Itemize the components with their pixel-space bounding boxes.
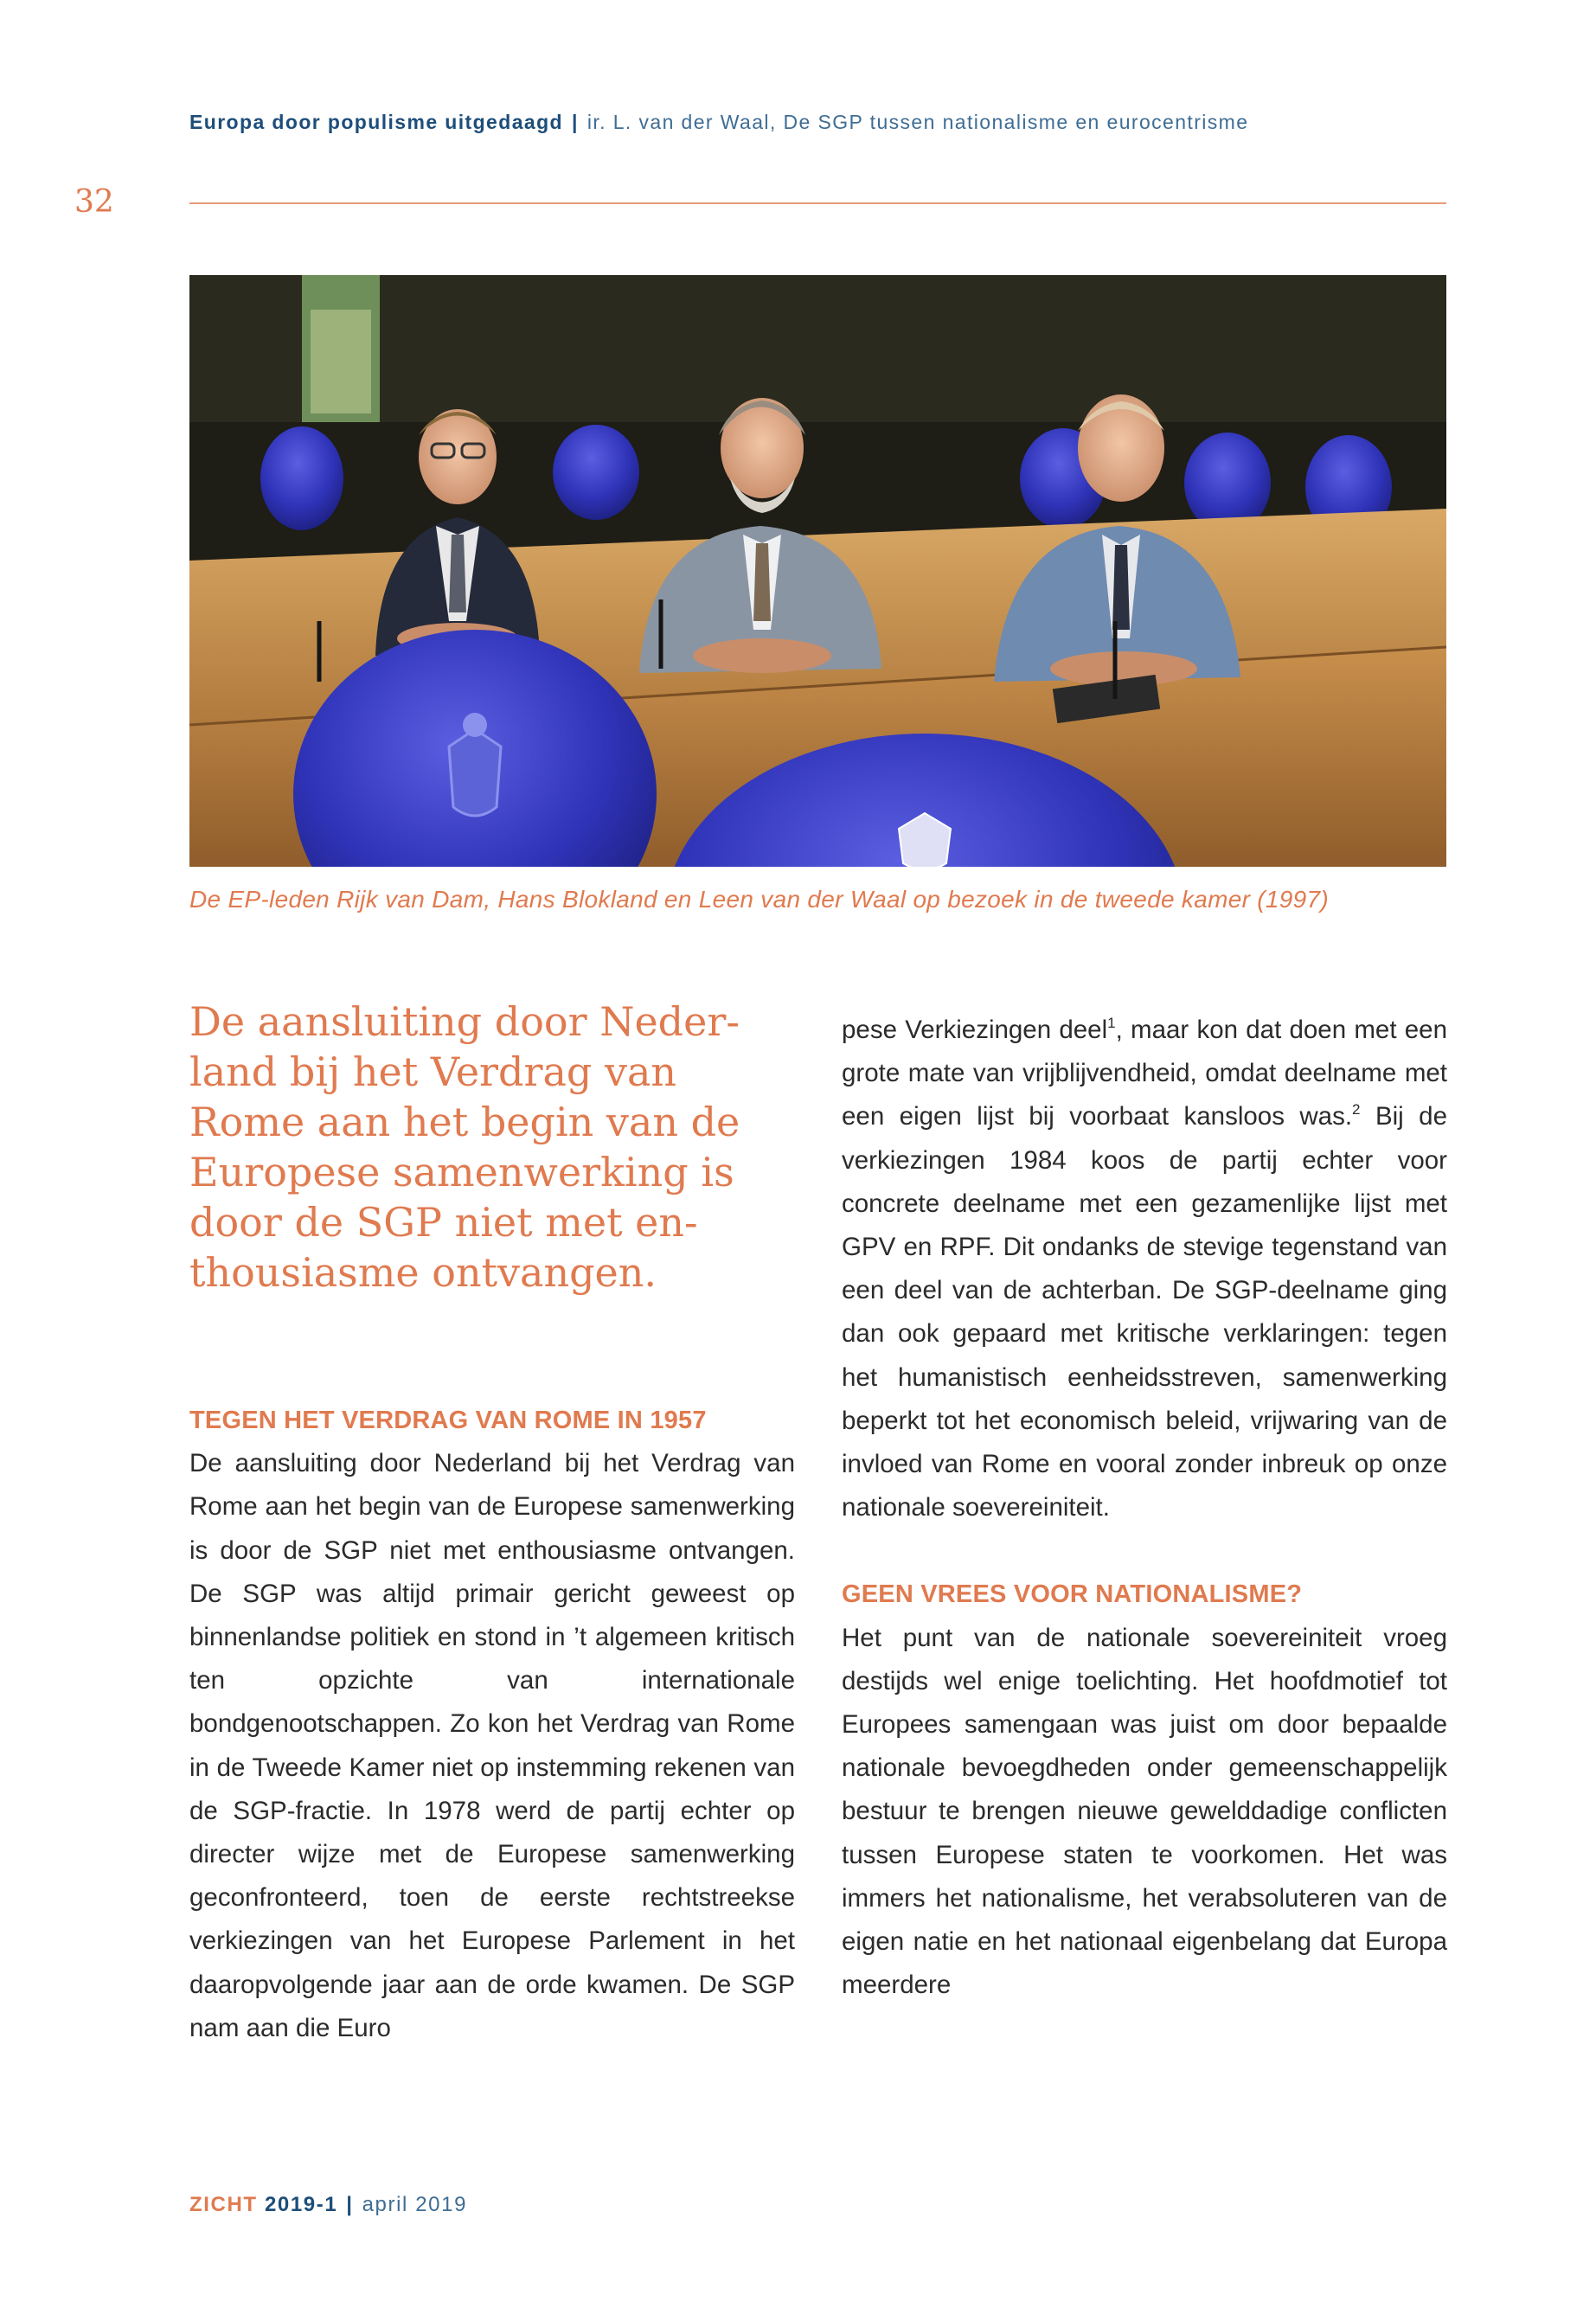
footnote-ref-2[interactable]: 2 [1352, 1101, 1361, 1118]
footer-issue: 2019-1 [264, 2193, 338, 2216]
footer-separator: | [346, 2193, 354, 2216]
footer-date: april 2019 [362, 2193, 468, 2216]
section-heading-nationalisme: GEEN VREES VOOR NATIONALISME? [842, 1580, 1303, 1609]
running-header [189, 111, 1248, 134]
chair-back-row [553, 425, 639, 520]
header-article-title: ir. L. van der Waal, De SGP tussen nationalisme en eurocentrisme [586, 111, 1249, 133]
pull-quote: De aansluiting door Nederland bij het Verdrag van Rome aan het begin van de Europese samenwerking is door de SGP niet met enthousiasme ontvangen. [189, 998, 740, 1296]
paragraph-text: , maar kon dat doen met een grote mate van vrijblijvendheid, omdat deelname met een eigen lijst bij voorbaat kansloos was. [842, 1016, 1447, 1131]
paragraph-text: pese Verkiezingen deel [842, 1016, 1108, 1044]
page-footer [189, 2193, 467, 2217]
header-separator: | [571, 111, 579, 133]
column-right [842, 1009, 1447, 2007]
page-number: 32 [74, 184, 114, 220]
continued-paragraph [842, 1009, 1447, 1529]
footnote-ref-1[interactable]: 1 [1107, 1015, 1116, 1031]
chair-back-row [260, 426, 343, 530]
paragraph-gap [842, 1529, 1447, 1573]
article-photo [189, 275, 1446, 867]
footer-magazine-name: ZICHT [189, 2193, 258, 2216]
section-body-nationalisme: Het punt van de nationale soevereiniteit vroeg destijds wel enige toelichting. Het hoofdmotief tot Europees samengaan was juist om door bepaalde nationale bevoegdheden onder gemeenschappelijk bestuur te brengen nieuwe gewelddadige conflicten tussen Europese staten te voorkomen. Het was immers het nationalisme, het verabsoluteren van de eigen natie en het nationaal eigenbelang dat Europa meerdere [842, 1623, 1447, 2000]
paragraph-text: Bij de verkiezingen 1984 koos de partij echter voor concrete deelname met een gezamenlijke lijst met GPV en RPF. Dit ondanks de stevige tegenstand van een deel van de achterban. De SGP-deelname ging dan ook gepaard met kritische verklaringen: tegen het humanistisch eenheidsstreven, samenwerking beperkt tot het economisch beleid, vrijwaring van de invloed van Rome en vooral zonder inbreuk op onze nationale soevereiniteit. [842, 1102, 1447, 1522]
section-heading-verdrag-van-rome: TEGEN HET VERDRAG VAN ROME IN 1957 [189, 1407, 707, 1434]
header-rule [189, 202, 1446, 204]
photo-caption: De EP-leden Rijk van Dam, Hans Blokland en Leen van der Waal op bezoek in de tweede kamer (1997) [189, 886, 1330, 913]
column-left [189, 1399, 795, 2050]
section-body-verdrag-van-rome: De aansluiting door Nederland bij het Verdrag van Rome aan het begin van de Europese samenwerking is door de SGP niet met enthousiasme ontvangen. De SGP was altijd primair gericht geweest op binnenlandse politiek en stond in ’t algemeen kritisch ten opzichte van internationale bondgenootschappen. Zo kon het Verdrag van Rome in de Tweede Kamer niet op instemming rekenen van de SGP-fractie. In 1978 werd de partij echter op directer wijze met de Europese samenwerking geconfronteerd, toen de eerste rechtstreekse verkiezingen van het Europese Parlement in het daaropvolgende jaar aan de orde kwamen. De SGP nam aan die Euro [189, 1449, 795, 2042]
header-series-title: Europa door populisme uitgedaagd [189, 111, 563, 133]
